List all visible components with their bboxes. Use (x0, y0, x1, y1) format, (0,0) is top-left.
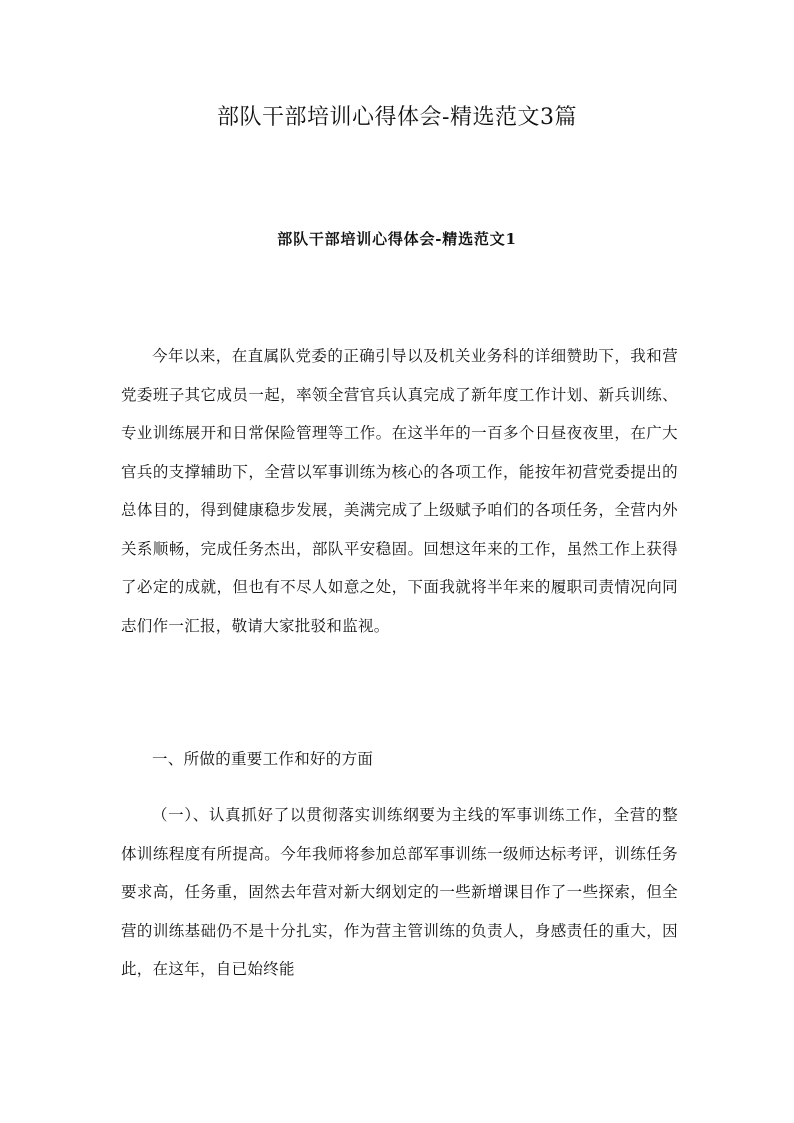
section-heading: 一、所做的重要工作和好的方面 (152, 750, 374, 768)
document-subtitle: 部队干部培训心得体会-精选范文1 (277, 230, 517, 248)
paragraph-section-1: （一）、认真抓好了以贯彻落实训练纲要为主线的军事训练工作，全营的整体训练程度有所提高。今年我师将参加总部军事训练一级师达标考评，训练任务要求高，任务重，固然去年营对新大纲划定的一些新增课目作了一些探索，但全营的训练基础仍不是十分扎实，作为营主管训练的负责人，身感责任的重大，因此，在这年，自已始终能 (121, 806, 678, 978)
document-title: 部队干部培训心得体会-精选范文3篇 (217, 105, 577, 130)
paragraph-intro: 今年以来，在直属队党委的正确引导以及机关业务科的详细赞助下，我和营党委班子其它成员一起，率领全营官兵认真完成了新年度工作计划、新兵训练、专业训练展开和日常保险管理等工作。在这半年的一百多个日昼夜夜里，在广大官兵的支撑辅助下，全营以军事训练为核心的各项工作，能按年初营党委提出的总体目的，得到健康稳步发展，美满完成了上级赋予咱们的各项任务，全营内外关系顺畅，完成任务杰出，部队平安稳固。回想这年来的工作，虽然工作上获得了必定的成就，但也有不尽人如意之处，下面我就将半年来的履职司责情况向同志们作一汇报，敬请大家批驳和监视。 (121, 347, 678, 635)
